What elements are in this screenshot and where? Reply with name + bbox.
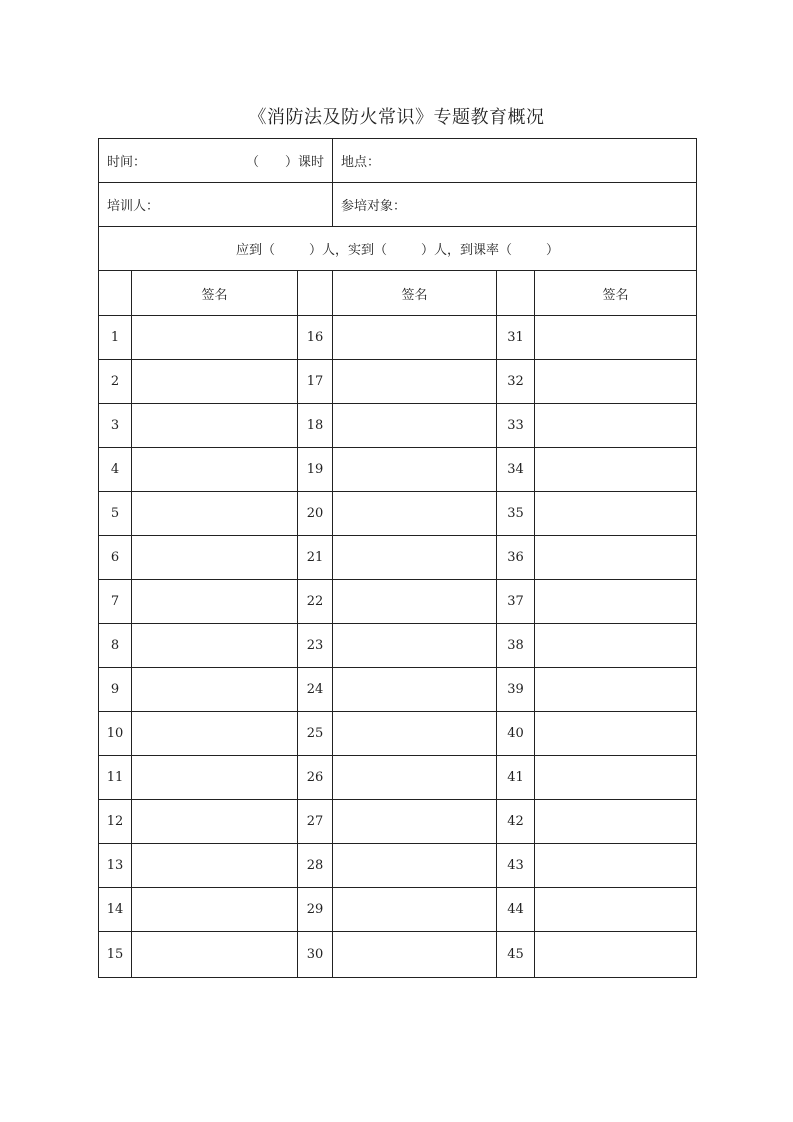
row-number: 41 (497, 756, 535, 800)
table-row (99, 712, 697, 756)
table-row (99, 888, 697, 932)
signature-cell[interactable] (333, 756, 497, 800)
signature-cell[interactable] (132, 844, 298, 888)
signature-cell[interactable] (132, 580, 298, 624)
signature-cell[interactable] (333, 624, 497, 668)
signature-cell[interactable] (132, 316, 298, 360)
signature-cell[interactable] (333, 932, 497, 978)
page-title: 《消防法及防火常识》专题教育概况 (248, 107, 545, 128)
row-number: 27 (298, 800, 333, 844)
row-number: 18 (298, 404, 333, 448)
table-row (99, 668, 697, 712)
row-number: 44 (497, 888, 535, 932)
attendance-summary[interactable] (99, 227, 697, 271)
row-number: 29 (298, 888, 333, 932)
row-number: 19 (298, 448, 333, 492)
signature-cell[interactable] (333, 360, 497, 404)
row-number: 36 (497, 536, 535, 580)
signature-cell[interactable] (333, 316, 497, 360)
table-row (99, 844, 697, 888)
row-number: 40 (497, 712, 535, 756)
row-number: 25 (298, 712, 333, 756)
signature-cell[interactable] (132, 888, 298, 932)
row-number: 17 (298, 360, 333, 404)
row-number: 13 (99, 844, 132, 888)
signature-cell[interactable] (333, 492, 497, 536)
trainer-field[interactable] (99, 183, 333, 227)
row-number: 28 (298, 844, 333, 888)
signature-cell[interactable] (132, 404, 298, 448)
row-number: 15 (99, 932, 132, 978)
signature-cell[interactable] (535, 888, 697, 932)
signature-cell[interactable] (535, 932, 697, 978)
signature-cell[interactable] (132, 712, 298, 756)
signature-cell[interactable] (132, 932, 298, 978)
signature-cell[interactable] (535, 492, 697, 536)
row-number: 4 (99, 448, 132, 492)
table-row (99, 580, 697, 624)
row-number: 45 (497, 932, 535, 978)
signature-header-1: 签名 (132, 271, 298, 316)
row-number: 16 (298, 316, 333, 360)
row-number: 39 (497, 668, 535, 712)
row-number: 34 (497, 448, 535, 492)
row-number: 22 (298, 580, 333, 624)
expected-suffix: ）人， (308, 243, 348, 258)
signature-cell[interactable] (333, 448, 497, 492)
number-header-2 (298, 271, 333, 316)
signature-cell[interactable] (333, 800, 497, 844)
signature-cell[interactable] (333, 536, 497, 580)
row-number: 12 (99, 800, 132, 844)
signature-cell[interactable] (333, 404, 497, 448)
signature-header-row (99, 271, 697, 316)
rate-prefix: 到课率（ (460, 243, 513, 258)
signature-cell[interactable] (333, 844, 497, 888)
time-field[interactable] (99, 139, 333, 183)
signature-cell[interactable] (535, 448, 697, 492)
table-row (99, 536, 697, 580)
row-number: 37 (497, 580, 535, 624)
table-row (99, 624, 697, 668)
signature-cell[interactable] (333, 888, 497, 932)
row-number: 2 (99, 360, 132, 404)
row-number: 31 (497, 316, 535, 360)
expected-prefix: 应到（ (235, 243, 275, 258)
table-row (99, 360, 697, 404)
signature-cell[interactable] (333, 712, 497, 756)
time-label: 时间： (107, 155, 147, 170)
signature-cell[interactable] (535, 712, 697, 756)
signature-cell[interactable] (333, 668, 497, 712)
signature-cell[interactable] (132, 492, 298, 536)
actual-suffix: ）人， (421, 243, 461, 258)
signature-cell[interactable] (535, 404, 697, 448)
row-number: 20 (298, 492, 333, 536)
row-number: 30 (298, 932, 333, 978)
row-number: 5 (99, 492, 132, 536)
trainer-audience-row (99, 183, 697, 227)
table-row (99, 756, 697, 800)
row-number: 43 (497, 844, 535, 888)
signature-cell[interactable] (132, 536, 298, 580)
actual-prefix: 实到（ (348, 243, 388, 258)
row-number: 26 (298, 756, 333, 800)
table-row (99, 800, 697, 844)
row-number: 3 (99, 404, 132, 448)
row-number: 42 (497, 800, 535, 844)
audience-label: 参培对象： (341, 199, 407, 214)
number-header-1 (99, 271, 132, 316)
signature-cell[interactable] (535, 624, 697, 668)
location-field[interactable] (333, 139, 697, 183)
signature-cell[interactable] (535, 580, 697, 624)
signature-cell[interactable] (535, 800, 697, 844)
row-number: 10 (99, 712, 132, 756)
signature-cell[interactable] (535, 536, 697, 580)
row-number: 38 (497, 624, 535, 668)
row-number: 21 (298, 536, 333, 580)
signature-cell[interactable] (535, 668, 697, 712)
signature-header-2: 签名 (333, 271, 497, 316)
row-number: 6 (99, 536, 132, 580)
audience-field[interactable] (333, 183, 697, 227)
table-row (99, 932, 697, 978)
row-number: 35 (497, 492, 535, 536)
signature-cell[interactable] (132, 800, 298, 844)
location-label: 地点： (341, 155, 381, 170)
time-location-row (99, 139, 697, 183)
signature-cell[interactable] (535, 316, 697, 360)
signature-cell[interactable] (132, 448, 298, 492)
row-number: 11 (99, 756, 132, 800)
trainer-label: 培训人： (107, 199, 160, 214)
rate-suffix: ） (546, 243, 560, 258)
signature-cell[interactable] (535, 756, 697, 800)
table-row (99, 404, 697, 448)
row-number: 23 (298, 624, 333, 668)
row-number: 24 (298, 668, 333, 712)
attendance-row (99, 227, 697, 271)
attendance-form-table (98, 138, 697, 978)
table-row (99, 448, 697, 492)
row-number: 8 (99, 624, 132, 668)
signature-cell[interactable] (535, 360, 697, 404)
row-number: 7 (99, 580, 132, 624)
signature-cell[interactable] (535, 844, 697, 888)
signature-header-3: 签名 (535, 271, 697, 316)
signature-cell[interactable] (333, 580, 497, 624)
table-row (99, 316, 697, 360)
row-number: 32 (497, 360, 535, 404)
signature-cell[interactable] (132, 624, 298, 668)
row-number: 9 (99, 668, 132, 712)
row-number: 1 (99, 316, 132, 360)
row-number: 14 (99, 888, 132, 932)
number-header-3 (497, 271, 535, 316)
signature-cell[interactable] (132, 668, 298, 712)
hours-text: （ ）课时 (246, 155, 325, 170)
row-number: 33 (497, 404, 535, 448)
signature-cell[interactable] (132, 756, 298, 800)
signature-cell[interactable] (132, 360, 298, 404)
table-row (99, 492, 697, 536)
signature-rows (99, 316, 697, 978)
